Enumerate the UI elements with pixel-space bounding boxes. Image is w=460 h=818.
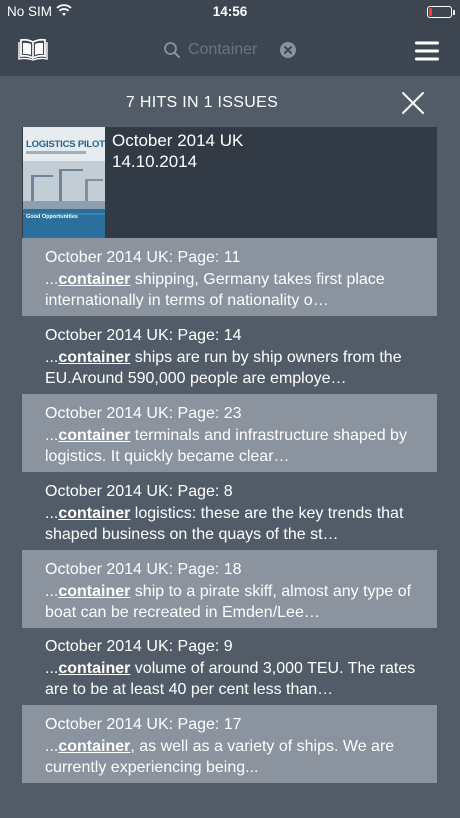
hit-page-label: October 2014 UK: Page: 8 bbox=[45, 483, 233, 500]
hit-ellipsis: ... bbox=[45, 349, 59, 366]
top-bar bbox=[0, 0, 460, 76]
battery-icon bbox=[427, 6, 452, 18]
hit-page-label: October 2014 UK: Page: 9 bbox=[45, 638, 233, 655]
hit-ellipsis: ... bbox=[45, 505, 59, 522]
hit-text: shipping, Germany takes first place internationally in terms of nationality o… bbox=[45, 271, 385, 309]
search-bar bbox=[160, 36, 310, 64]
close-icon bbox=[400, 90, 426, 116]
hit-text: ships are run by ship owners from the EU.Around 590,000 people are employe… bbox=[45, 349, 402, 387]
carrier-label: No SIM bbox=[7, 4, 53, 19]
status-bar bbox=[0, 0, 460, 24]
hit-ellipsis: ... bbox=[45, 738, 59, 755]
search-hit-row[interactable] bbox=[22, 238, 437, 316]
hit-search-term: container bbox=[58, 583, 131, 600]
search-hit-row[interactable] bbox=[22, 705, 437, 783]
hit-snippet bbox=[45, 425, 425, 467]
results-header: 7 HITS IN 1 ISSUES bbox=[125, 94, 279, 111]
hit-snippet bbox=[45, 736, 425, 778]
hit-page-label: October 2014 UK: Page: 17 bbox=[45, 716, 242, 733]
hit-text: volume of around 3,000 TEU. The rates are to be at least 40 per cent less than… bbox=[45, 660, 416, 698]
close-results-button[interactable] bbox=[400, 90, 426, 116]
hit-text: , as well as a variety of ships. We are currently experiencing being... bbox=[45, 738, 395, 776]
hit-snippet bbox=[45, 581, 425, 623]
issue-cover-thumbnail bbox=[23, 127, 105, 238]
hit-page-label: October 2014 UK: Page: 14 bbox=[45, 327, 242, 344]
hit-snippet bbox=[45, 269, 425, 311]
search-hit-row[interactable] bbox=[22, 472, 437, 550]
hit-snippet bbox=[45, 503, 425, 545]
clear-icon bbox=[279, 41, 297, 59]
search-hit-row[interactable] bbox=[22, 316, 437, 394]
hit-ellipsis: ... bbox=[45, 427, 59, 444]
hit-search-term: container bbox=[58, 505, 131, 522]
issue-row[interactable] bbox=[22, 127, 437, 238]
hit-ellipsis: ... bbox=[45, 660, 59, 677]
search-input[interactable] bbox=[188, 38, 288, 62]
cover-harbor-image bbox=[23, 161, 105, 238]
hit-snippet bbox=[45, 347, 425, 389]
clock: 14:56 bbox=[212, 4, 248, 19]
hit-page-label: October 2014 UK: Page: 18 bbox=[45, 561, 242, 578]
hit-text: logistics: these are the key trends that shaped business on the quays of the st… bbox=[45, 505, 404, 543]
hit-search-term: container bbox=[58, 349, 131, 366]
issue-title: October 2014 UK bbox=[112, 131, 244, 150]
hit-text: ship to a pirate skiff, almost any type of boat can be recreated in Emden/Lee… bbox=[45, 583, 412, 621]
cover-subtitle-bar bbox=[26, 151, 86, 154]
battery-terminal bbox=[453, 10, 455, 15]
hit-text: terminals and infrastructure shaped by logistics. It quickly became clear… bbox=[45, 427, 407, 465]
search-hit-row[interactable] bbox=[22, 627, 437, 705]
hit-search-term: container bbox=[58, 427, 131, 444]
library-button[interactable] bbox=[18, 37, 48, 61]
hit-search-term: container bbox=[58, 660, 131, 677]
cover-title: LOGISTICS PILOT bbox=[26, 139, 105, 150]
hit-ellipsis: ... bbox=[45, 583, 59, 600]
battery-level bbox=[429, 8, 432, 16]
navigation-bar bbox=[0, 24, 460, 76]
clear-search-button[interactable] bbox=[279, 41, 297, 59]
hit-ellipsis: ... bbox=[45, 271, 59, 288]
cover-caption: Good Opportunities bbox=[26, 214, 78, 220]
hit-page-label: October 2014 UK: Page: 23 bbox=[45, 405, 242, 422]
search-hit-row[interactable] bbox=[22, 394, 437, 472]
hit-search-term: container bbox=[58, 738, 131, 755]
menu-button[interactable] bbox=[414, 40, 440, 62]
book-icon bbox=[18, 37, 48, 61]
search-hit-row[interactable] bbox=[22, 550, 437, 628]
hit-search-term: container bbox=[58, 271, 131, 288]
search-icon bbox=[163, 41, 181, 59]
hit-snippet bbox=[45, 658, 425, 700]
hit-page-label: October 2014 UK: Page: 11 bbox=[45, 249, 241, 266]
issue-date: 14.10.2014 bbox=[112, 152, 198, 171]
hamburger-menu-icon bbox=[414, 40, 440, 62]
